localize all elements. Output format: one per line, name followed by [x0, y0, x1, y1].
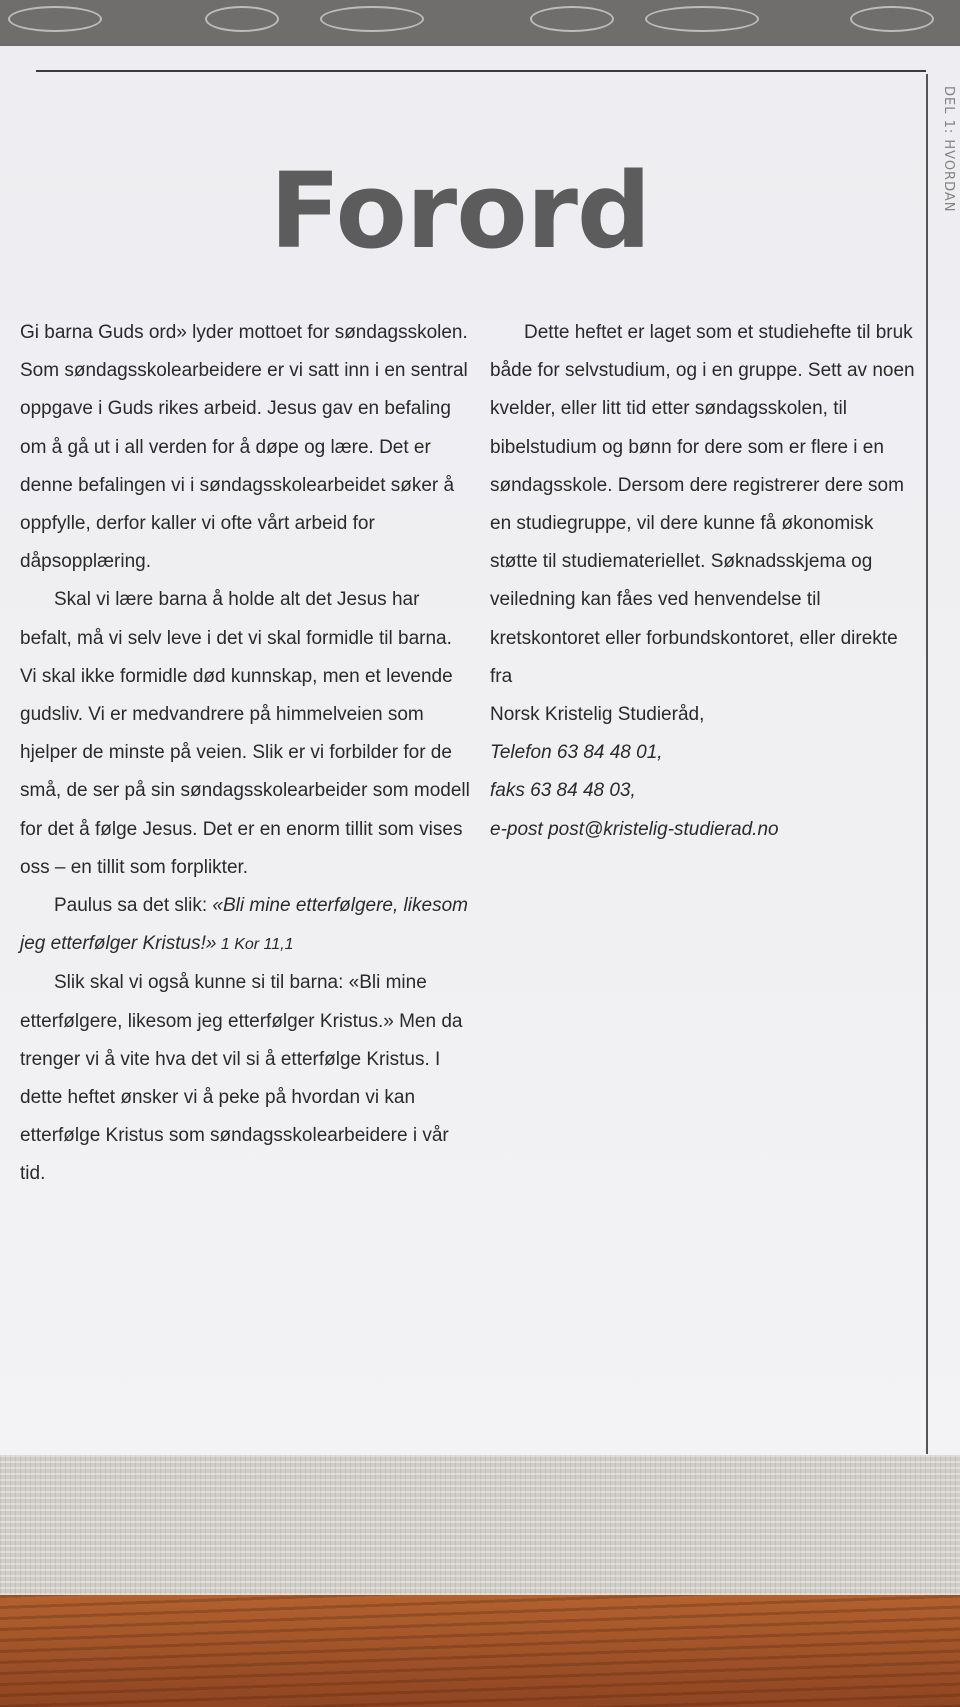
wooden-table: [0, 1595, 960, 1707]
right-column: [490, 314, 920, 849]
left-column: [20, 314, 470, 1194]
top-rule: [36, 70, 926, 72]
quote-intro: Paulus sa det slik:: [54, 895, 213, 917]
paragraph: Dette heftet er laget som et studiehefte til bruk både for selvstudium, og i en gruppe. Sett av noen kvelder, eller litt tid etter søndagsskolen, til bibelstudium og bønn for dere som er flere i en søndagsskole. Dersom dere registrerer dere som en studiegruppe, vil dere kunne få økonomisk støtte til studiemateriellet. Søknadsskjema og veiledning kan fåes ved henvendelse til kretskontoret eller forbundskontoret, eller direkte fra: [490, 322, 915, 687]
fax-number: faks 63 84 48 03,: [490, 780, 636, 802]
paragraph-quote: [20, 887, 470, 964]
paragraph: Slik skal vi også kunne si til barna: «Bli mine etterfølgere, likesom jeg etterfølger Kristus.» Men da trenger vi å vite hva det vil si å etterfølge Kristus. I dette heftet ønsker vi å peke på hvordan vi kan etterfølge Kristus som søndagsskolearbeidere i vår tid.: [20, 972, 463, 1185]
table-mat: [0, 1455, 960, 1595]
paragraph: Gi barna Guds ord» lyder mottoet for søndagsskolen. Som søndagsskolearbeidere er vi satt inn i en sentral oppgave i Guds rikes arbeid. Jesus gav en befaling om å gå ut i all verden for å døpe og lære. Det er denne befalingen vi i søndagsskolearbeidet søker å oppfylle, derfor kaller vi ofte vårt arbeid for dåpsopplæring.: [20, 322, 468, 573]
sketch-shape: [530, 6, 614, 32]
bible-quote: «Bli mine etterfølgere, likesom jeg etterfølger Kristus!»: [20, 895, 468, 955]
sketch-shape: [850, 6, 934, 32]
sketch-shape: [320, 6, 424, 32]
phone-number: Telefon 63 84 48 01,: [490, 742, 663, 764]
right-rule: [926, 74, 928, 1454]
organization-name: Norsk Kristelig Studieråd,: [490, 704, 705, 726]
sketch-shape: [205, 6, 279, 32]
side-tab: DEL 1: HVORDAN: [941, 86, 956, 213]
paragraph: Skal vi lære barna å holde alt det Jesus har befalt, må vi selv leve i det vi skal formidle til barna. Vi skal ikke formidle død kunnskap, men et levende gudsliv. Vi er medvandrere på himmelveien som hjelper de minste på veien. Slik er vi forbilder for de små, de ser på sin søndagsskolearbeider som modell for det å følge Jesus. Det er en enorm tillit som vises oss – en tillit som forplikter.: [20, 589, 470, 878]
bible-reference: 1 Kor 11,1: [216, 936, 294, 954]
document-page: [0, 46, 960, 1458]
sketch-shape: [8, 6, 102, 32]
email-address: e-post post@kristelig-studierad.no: [490, 818, 779, 840]
sketch-shape: [645, 6, 759, 32]
page-title: Forord: [269, 150, 651, 272]
